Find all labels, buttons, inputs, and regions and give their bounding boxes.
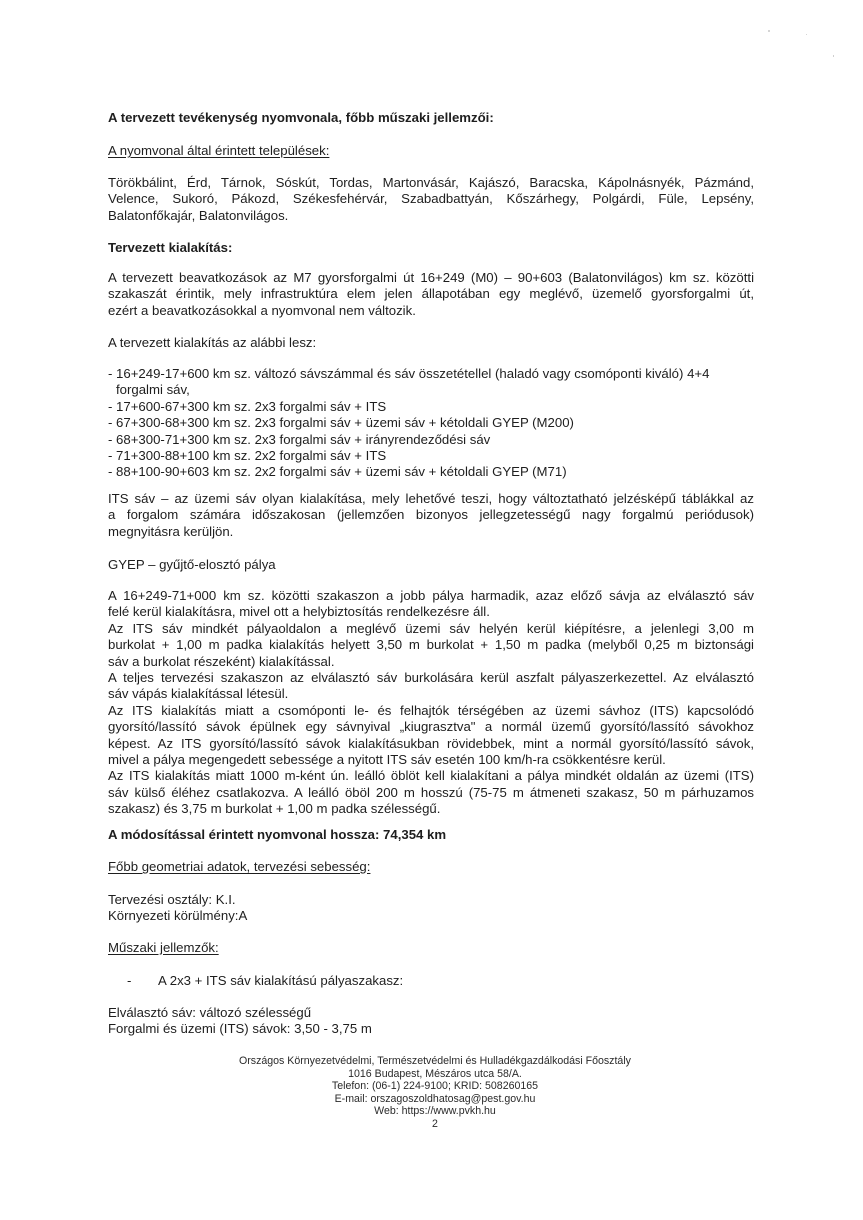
footer-web: Web: https://www.pvkh.hu [374, 1105, 496, 1118]
settlements-paragraph [108, 175, 754, 224]
technical-features-label: Műszaki jellemzők: [108, 940, 219, 955]
paragraph-line: Az ITS kialakítás miatt 1000 m-ként ún. leálló öblöt kell kialakítani a pálya mindkét oldalán az üzemi (ITS) [108, 768, 754, 784]
footer-address: 1016 Budapest, Mészáros utca 58/A. [348, 1067, 522, 1080]
list-item: - 68+300-71+300 km sz. 2x3 forgalmi sáv + irányrendeződési sáv [108, 431, 491, 447]
list-item: - 71+300-88+100 km sz. 2x2 forgalmi sáv + ITS [108, 448, 387, 464]
paragraph-line: megnyitásra kerüljön. [108, 523, 234, 539]
geometry-label: Főbb geometriai adatok, tervezési sebesség: [108, 859, 371, 874]
tech-item: A 2x3 + ITS sáv kialakítású pályaszakasz: [158, 973, 404, 988]
environment-condition: Környezeti körülmény:A [108, 908, 248, 923]
paragraph-line: sáv vápás kialakítással létesül. [108, 686, 289, 702]
list-dash: - [127, 973, 132, 988]
design-class: Tervezési osztály: K.I. [108, 892, 236, 907]
paragraph-line: sáv külső éléhez csatlakozva. A leálló öböl 200 m hosszú (75-75 m átmeneti szakasz, 50 m párhuzamos [108, 784, 754, 800]
paragraph-line: a forgalom számára időszakosan (jellemzően bizonyos jellegzetességű nagy forgalmú periódusok) [108, 507, 754, 523]
list-item: - 88+100-90+603 km sz. 2x2 forgalmi sáv + üzemi sáv + kétoldali GYEP (M71) [108, 464, 567, 480]
paragraph-line: Balatonfőkajár, Balatonvilágos. [108, 207, 289, 223]
section-heading: A tervezett tevékenység nyomvonala, főbb műszaki jellemzői: [108, 110, 494, 125]
paragraph-line: A tervezett beavatkozások az M7 gyorsforgalmi út 16+249 (M0) – 90+603 (Balatonvilágos) km sz. közötti [108, 270, 754, 285]
paragraph-line: felé kerül kialakításra, mivel ott a helybiztosítás rendelkezésre áll. [108, 604, 490, 620]
scan-speck [806, 34, 807, 35]
paragraph-line: A 16+249-71+000 km sz. közötti szakaszon a jobb pálya harmadik, azaz előző sávja az elválasztó sáv [108, 588, 754, 603]
paragraph-line: Törökbálint, Érd, Tárnok, Sóskút, Tordas, Martonvásár, Kajászó, Baracska, Kápolnásnyék, Pázmánd, [108, 175, 754, 190]
paragraph-line: szakasz) és 3,75 m burkolat + 1,00 m padka szélességű. [108, 801, 441, 817]
paragraph-line: burkolat + 1,00 m padka kialakítás helyett 3,50 m burkolat + 1,50 m padka (melyből 0,25 m biztonsági [108, 637, 754, 653]
paragraph-line: képest. Az ITS gyorsító/lassító sávok kialakításukban rövidebbek, mint a normál gyorsító/lassító sávok, [108, 735, 754, 751]
paragraph-line: sáv a burkolat részeként) kialakítással. [108, 653, 335, 669]
its-definition [108, 491, 754, 540]
list-item: - 16+249-17+600 km sz. változó sávszámmal és sáv összetétellel (haladó vagy csomóponti kiváló) 4+4 [108, 366, 710, 381]
paragraph-line: ITS sáv – az üzemi sáv olyan kialakítása, mely lehetővé teszi, hogy változtatható jelzésképű táblákkal az [108, 491, 754, 506]
planned-design-heading: Tervezett kialakítás: [108, 240, 233, 255]
paragraph-line: mivel a pálya megengedett sebessége a nyitott ITS sáv esetén 100 km/h-ra csökkentésre kerül. [108, 752, 666, 768]
paragraph-line: ezért a beavatkozásokkal a nyomvonal nem változik. [108, 302, 416, 318]
paragraph-line: A teljes tervezési szakaszon az elválasztó sáv burkolására kerül aszfalt pályaszerkezettel. Az elválasztó [108, 670, 754, 686]
technical-description [108, 588, 754, 818]
page-footer [180, 1055, 690, 1131]
paragraph-line: Velence, Sukoró, Pákozd, Székesfehérvár, Szabadbattyán, Kőszárhegy, Polgárdi, Füle, Lepsény, [108, 191, 754, 207]
list-item: - 17+600-67+300 km sz. 2x3 forgalmi sáv + ITS [108, 398, 387, 414]
gyep-definition: GYEP – gyűjtő-elosztó pálya [108, 557, 276, 572]
lane-width: Forgalmi és üzemi (ITS) sávok: 3,50 - 3,75 m [108, 1021, 372, 1036]
paragraph-line: Az ITS sáv mindkét pályaoldalon a meglévő üzemi sáv helyén kerül kiépítésre, a jelenlegi 3,00 m [108, 620, 754, 636]
median-width: Elválasztó sáv: változó szélességű [108, 1005, 312, 1020]
paragraph-line: szakaszát érintik, mely infrastruktúra elem jelen állapotában egy meglévő, üzemelő gyorsforgalmi út, [108, 286, 754, 302]
list-item: - 67+300-68+300 km sz. 2x3 forgalmi sáv + üzemi sáv + kétoldali GYEP (M200) [108, 415, 574, 431]
section-list [108, 366, 758, 481]
affected-settlements-label: A nyomvonal által érintett települések: [108, 143, 330, 158]
planned-design-paragraph [108, 270, 754, 319]
footer-phone: Telefon: (06-1) 224-9100; KRID: 508260165 [331, 1080, 539, 1093]
design-intro: A tervezett kialakítás az alábbi lesz: [108, 335, 317, 350]
route-length-heading: A módosítással érintett nyomvonal hossza: 74,354 km [108, 827, 447, 842]
scan-speck [833, 55, 834, 57]
paragraph-line: Az ITS kialakítás miatt a csomóponti le- és felhajtók térségében az üzemi sávhoz (ITS) kapcsolódó [108, 702, 754, 718]
scan-speck [768, 30, 770, 32]
footer-email: E-mail: orszagoszoldhatosag@pest.gov.hu [334, 1092, 536, 1105]
list-item-continuation: forgalmi sáv, [116, 382, 190, 398]
footer-organization: Országos Környezetvédelmi, Természetvédelmi és Hulladékgazdálkodási Főosztály [239, 1055, 631, 1067]
paragraph-line: gyorsító/lassító sávok épülnek egy sávnyival „kiugrasztva" a normál üzemű gyorsító/lassító sávokhoz [108, 719, 754, 735]
page-number: 2 [432, 1117, 438, 1130]
